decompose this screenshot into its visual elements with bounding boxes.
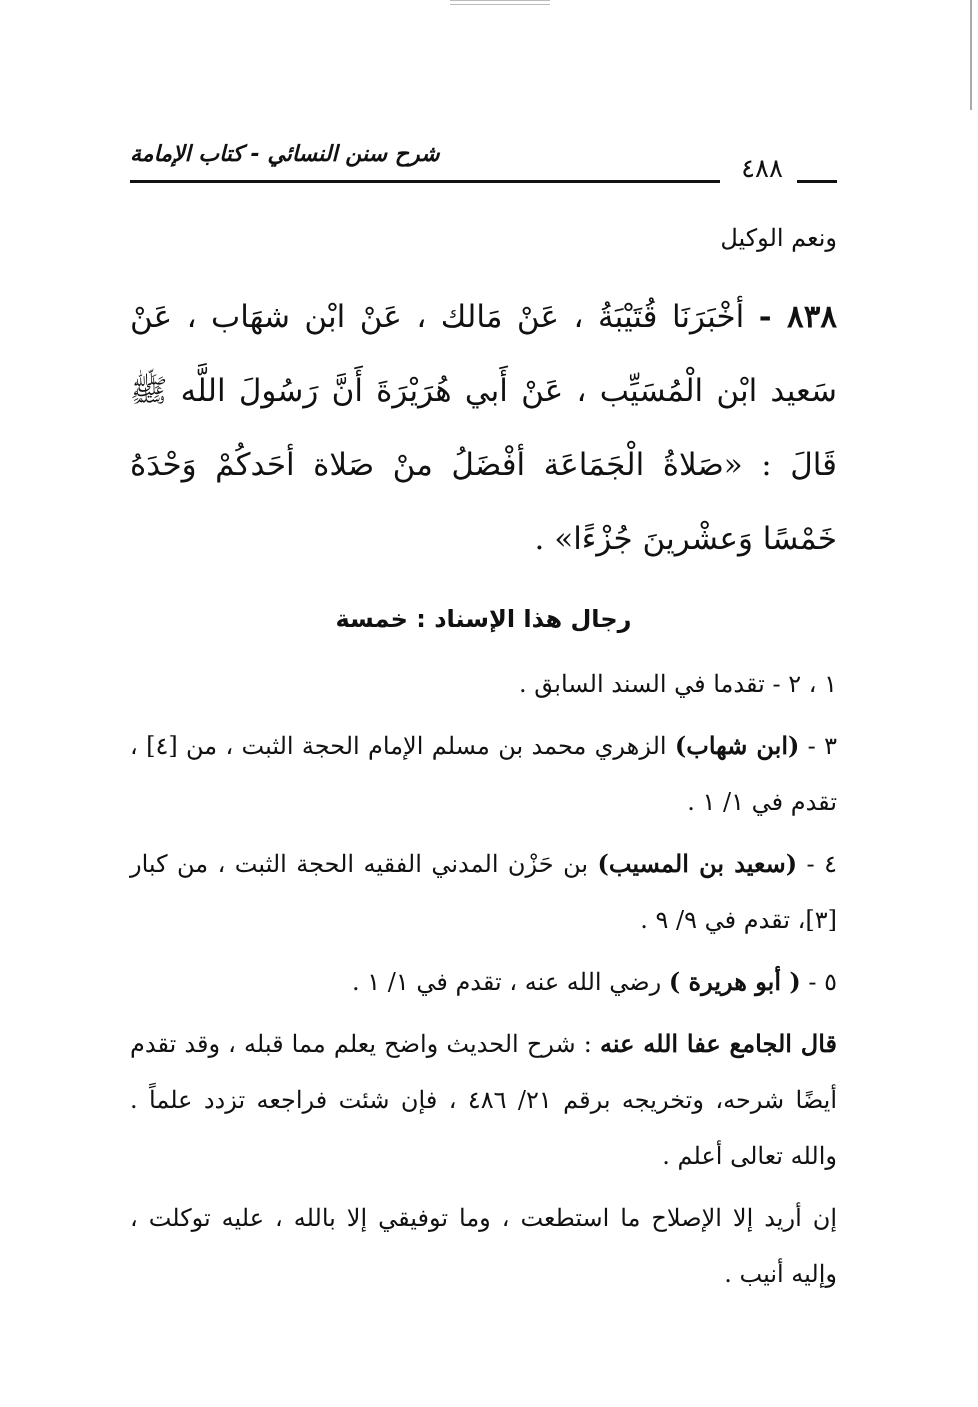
section-heading: رجال هذا الإسناد : خمسة <box>335 605 632 633</box>
narrator-text: بن حَزْن المدني الفقيه الحجة الثبت ، من كبار [٣]، تقدم في ٩/ ٩ . <box>130 850 837 934</box>
narrator-name: (ابن شهاب) <box>674 731 800 760</box>
narrator-prefix: ١ ، ٢ - <box>764 670 837 698</box>
running-header <box>130 140 837 186</box>
narrator-prefix: ٤ - <box>797 850 837 878</box>
opening-line: ونعم الوكيل <box>720 224 837 252</box>
page-content <box>130 210 837 1302</box>
narrator-item <box>130 718 837 830</box>
narrator-text: الزهري محمد بن مسلم الإمام الحجة الثبت ، من [٤] ، تقدم في ١/ ١ . <box>130 732 837 816</box>
narrator-item <box>130 836 837 948</box>
narrator-item <box>130 954 837 1010</box>
scan-edge-mark <box>970 0 972 110</box>
narrator-name: (سعيد بن المسيب) <box>597 849 798 878</box>
narrator-text: تقدما في السند السابق . <box>518 670 765 698</box>
page-number-dash <box>797 180 837 183</box>
header-title: شرح سنن النسائي - كتاب الإمامة <box>130 142 440 167</box>
hadith-paragraph <box>130 280 837 576</box>
header-rule <box>130 180 720 183</box>
narrator-prefix: ٥ - <box>800 968 837 996</box>
narrator-name: ( أبو هريرة ) <box>668 967 801 996</box>
commentary-paragraph <box>130 1016 837 1184</box>
page-number: ٤٨٨ <box>741 154 783 184</box>
closing-paragraph: إن أريد إلا الإصلاح ما استطعت ، وما توفيقي إلا بالله ، عليه توكلت ، وإليه أنيب . <box>130 1204 837 1288</box>
narrator-prefix: ٣ - <box>799 732 838 760</box>
commentary-text: : شرح الحديث واضح يعلم مما قبله ، وقد تقدم أيضًا شرحه، وتخريجه برقم ٢١/ ٤٨٦ ، فإن شئت فراجعه تزدد علماً . والله تعالى أعلم . <box>130 1030 837 1170</box>
top-edge-mark <box>450 0 550 5</box>
commentary-label: قال الجامع عفا الله عنه <box>599 1029 837 1058</box>
hadith-text: أخْبَرَنَا قُتَيْبَةُ ، عَنْ مَالك ، عَنْ ابْن شهَاب ، عَنْ سَعيد ابْن الْمُسَيِّب ، عَنْ أَبي هُرَيْرَةَ أَنَّ رَسُولَ اللَّه ﷺ قَالَ : «صَلاةُ الْجَمَاعَة أفْضَلُ منْ صَلاة أحَدكُمْ وَحْدَهُ خَمْسًا وَعشْرينَ جُزْءًا» . <box>130 299 837 557</box>
narrator-text: رضي الله عنه ، تقدم في ١/ ١ . <box>351 968 669 996</box>
narrator-item <box>130 656 837 712</box>
hadith-number: ٨٣٨ - <box>758 299 837 335</box>
